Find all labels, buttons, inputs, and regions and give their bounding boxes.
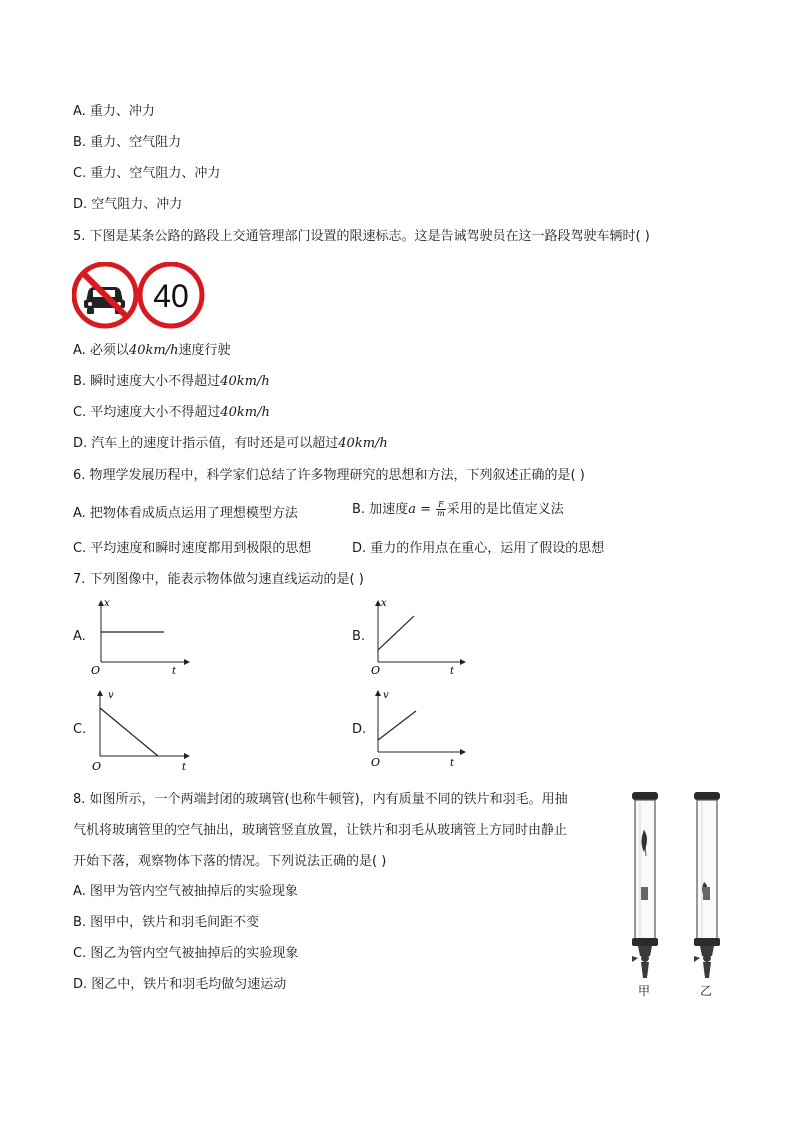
tube-label-jia: 甲	[638, 984, 651, 998]
q8-stem-line3: 开始下落，观察物体下落的情况。下列说法正确的是( )	[73, 854, 387, 869]
q8-option-d: D. 图乙中，铁片和羽毛均做匀速运动	[73, 977, 287, 992]
q6-b-pre: B. 加速度	[352, 502, 409, 517]
q7-graph-a	[88, 596, 198, 676]
q6-option-a: A. 把物体看成质点运用了理想模型方法	[73, 506, 298, 521]
q5-b-pre: B. 瞬时速度大小不得超过	[73, 374, 221, 389]
iron-piece-icon	[641, 887, 648, 900]
tube-jia-icon	[632, 792, 658, 978]
q5-c-pre: C. 平均速度大小不得超过	[73, 405, 221, 420]
q4-option-b: B. 重力、空气阻力	[73, 135, 182, 150]
q8-stem-line1: 8. 如图所示，一个两端封闭的玻璃管(也称牛顿管)，内有质量不同的铁片和羽毛。用抽	[73, 792, 568, 807]
no-overtaking-sign-icon	[74, 264, 136, 326]
q5-a-pre: A. 必须以	[73, 343, 129, 358]
speed-limit-value: 40	[153, 278, 189, 314]
q7-stem: 7. 下列图像中，能表示物体做匀速直线运动的是( )	[73, 572, 364, 587]
q7-graph-c	[88, 686, 198, 772]
traffic-signs	[72, 262, 206, 330]
q8-option-c: C. 图乙为管内空气被抽掉后的实验现象	[73, 946, 299, 961]
q7-graph-c-origin: O	[92, 760, 102, 772]
q6-b-numerator: F	[436, 501, 446, 510]
q5-b-math: 40km/h	[220, 374, 270, 389]
q5-a-math: 40km/h	[128, 343, 179, 358]
q7-graph-b-xaxis: t	[450, 666, 455, 676]
q5-option-c	[73, 404, 270, 422]
q7-graph-a-origin: O	[91, 664, 101, 676]
q7-graph-d-label: D.	[352, 722, 367, 737]
q5-option-d	[73, 435, 388, 453]
q6-b-denominator: m	[437, 509, 445, 518]
q8-stem-line2: 气机将玻璃管里的空气抽出，玻璃管竖直放置，让铁片和羽毛从玻璃管上方同时由静止	[73, 823, 568, 838]
q7-graph-c-line	[100, 708, 158, 756]
q7-graph-b-label: B.	[352, 629, 366, 644]
tube-yi-icon	[694, 792, 720, 978]
q7-graph-d-line	[378, 711, 416, 740]
q7-graph-d-yaxis: v	[383, 690, 389, 701]
q7-graph-c-yaxis: v	[108, 690, 114, 701]
q4-option-d: D. 空气阻力、冲力	[73, 197, 183, 212]
q7-graph-d	[366, 686, 476, 772]
q7-graph-b	[366, 596, 476, 676]
tube-label-yi: 乙	[700, 984, 713, 998]
q5-a-post: 速度行驶	[178, 343, 231, 358]
q7-graph-d-xaxis: t	[450, 758, 455, 769]
q8-option-a: A. 图甲为管内空气被抽掉后的实验现象	[73, 884, 298, 899]
q8-option-b: B. 图甲中，铁片和羽毛间距不变	[73, 915, 260, 930]
q7-graph-d-origin: O	[371, 756, 381, 769]
q6-b-post: 采用的是比值定义法	[446, 502, 564, 517]
iron-piece-icon	[703, 887, 710, 900]
q4-option-a: A. 重力、冲力	[73, 104, 155, 119]
q7-graph-a-label: A.	[73, 629, 86, 644]
newton-tubes	[626, 790, 730, 990]
q7-graph-c-xaxis: t	[182, 762, 187, 772]
q6-b-fraction	[436, 501, 446, 518]
q6-option-d: D. 重力的作用点在重心，运用了假设的思想	[352, 541, 605, 556]
q6-b-lhs: a =	[408, 502, 436, 517]
q7-graph-a-yaxis: x	[104, 598, 110, 609]
q7-graph-b-yaxis: x	[381, 598, 387, 609]
q6-option-b	[352, 501, 564, 519]
q7-graph-b-line	[378, 616, 414, 650]
q7-graph-a-xaxis: t	[172, 666, 177, 676]
q7-graph-b-origin: O	[371, 664, 381, 676]
q5-stem: 5. 下图是某条公路的路段上交通管理部门设置的限速标志。这是告诫驾驶员在这一路段驾驶车辆时( )	[73, 229, 650, 244]
q5-d-math: 40km/h	[338, 436, 388, 451]
q4-option-c: C. 重力、空气阻力、冲力	[73, 166, 221, 181]
q5-option-b	[73, 373, 270, 391]
q6-stem: 6. 物理学发展历程中，科学家们总结了许多物理研究的思想和方法，下列叙述正确的是( )	[73, 468, 585, 483]
q6-option-c: C. 平均速度和瞬时速度都用到极限的思想	[73, 541, 312, 556]
q5-d-pre: D. 汽车上的速度计指示值，有时还是可以超过	[73, 436, 339, 451]
q5-c-math: 40km/h	[220, 405, 270, 420]
q5-option-a	[73, 342, 230, 360]
q7-graph-c-label: C.	[73, 722, 87, 737]
